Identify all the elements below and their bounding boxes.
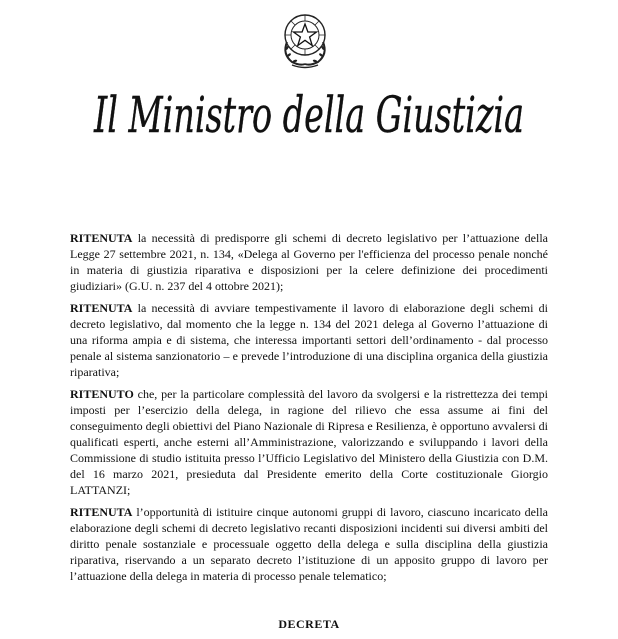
paragraph-lead: RITENUTA xyxy=(70,231,133,245)
paragraph-4 xyxy=(70,504,548,584)
paragraph-text: la necessità di predisporre gli schemi di decreto legislativo per l’attuazione della Legge 27 settembre 2021, n. 134, «Delega al Governo per l'efficienza del processo penale nonché in materia di giustizia riparativa e disposizioni per la celere definizione dei procedimenti giudiziari» (G.U. n. 237 del 4 ottobre 2021); xyxy=(70,231,548,293)
paragraph-lead: RITENUTA xyxy=(70,505,133,519)
italian-republic-emblem-icon xyxy=(278,8,332,70)
paragraph-1 xyxy=(70,230,548,294)
paragraph-text: che, per la particolare complessità del lavoro da svolgersi e la ristrettezza dei tempi imposti per l’esercizio della delega, in ragione del rilievo che essa assume ai fini del conseguimento degli obiettivi del Piano Nazionale di Ripresa e Resilienza, è opportuno avvalersi di qualificati esperti, anche esterni all’Amministrazione, valorizzando e sviluppando i lavori della Commissione di studio istituita presso l’Ufficio Legislativo del Ministero della Giustizia con D.M. del 16 marzo 2021, presieduta dal Presidente emerito della Corte costituzionale Giorgio LATTANZI; xyxy=(70,387,548,497)
paragraph-lead: RITENUTO xyxy=(70,387,134,401)
paragraph-lead: RITENUTA xyxy=(70,301,133,315)
paragraph-text: l’opportunità di istituire cinque autonomi gruppi di lavoro, ciascuno incaricato della elaborazione degli schemi di decreto legislativo recanti disposizioni incidenti sui diversi ambiti del diritto penale sostanziale e processuale oggetto della delega e sulla disciplina della giustizia riparativa, riservando a un separato decreto l’istituzione di un apposito gruppo di lavoro per l’attuazione della delega in materia di processo penale telematico; xyxy=(70,505,548,583)
paragraph-text: la necessità di avviare tempestivamente il lavoro di elaborazione degli schemi di decreto legislativo, dal momento che la legge n. 134 del 2021 delega al Governo l’attuazione di una riforma ampia e di sistema, che interessa importanti settori dell’ordinamento - dal processo penale al sistema sanzionatorio – e prevede l’introduzione di una disciplina organica della giustizia riparativa; xyxy=(70,301,548,379)
page-title-text: Il Ministro della Giustizia xyxy=(93,86,525,144)
decreta-heading: DECRETA xyxy=(278,617,340,631)
paragraph-2 xyxy=(70,300,548,380)
paragraph-3 xyxy=(70,386,548,498)
document-body xyxy=(70,230,548,590)
page-title xyxy=(0,72,618,158)
